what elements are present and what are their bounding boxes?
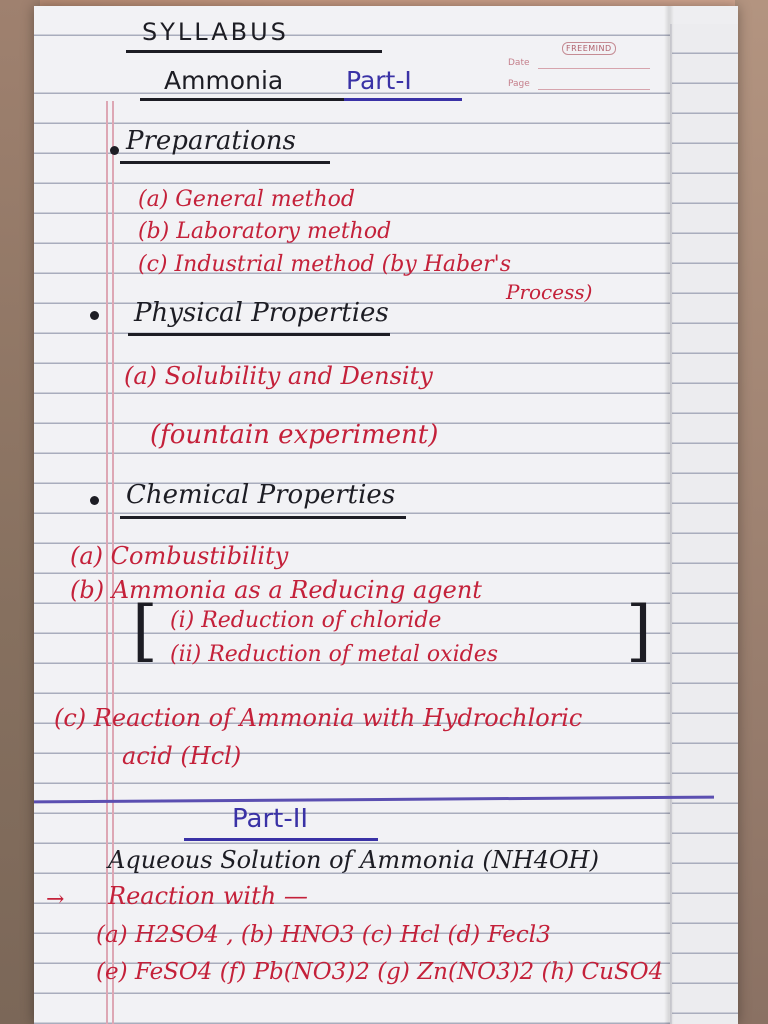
background-right bbox=[735, 0, 768, 1024]
part-underline bbox=[344, 98, 462, 101]
list-item: (b) Laboratory method bbox=[138, 219, 392, 244]
page-title: SYLLABUS bbox=[142, 18, 289, 46]
topic-underline bbox=[140, 98, 352, 101]
next-page-edge bbox=[670, 24, 738, 1024]
title-underline bbox=[126, 50, 382, 53]
list-item: (c) Industrial method (by Haber's bbox=[138, 252, 511, 277]
notebook bbox=[34, 6, 738, 1024]
list-item: (a) General method bbox=[138, 187, 355, 212]
list-item: (i) Reduction of chloride bbox=[170, 608, 442, 633]
section-heading-chemical-properties: Chemical Properties bbox=[126, 480, 396, 510]
close-bracket: ] bbox=[626, 592, 652, 669]
list-item: acid (Hcl) bbox=[122, 742, 242, 770]
part-two-underline bbox=[184, 838, 378, 841]
section-heading-physical-properties: Physical Properties bbox=[134, 298, 389, 328]
reaction-list-line-2: (e) FeSO4 (f) Pb(NO3)2 (g) Zn(NO3)2 (h) CuSO4 bbox=[96, 959, 664, 985]
heading-underline bbox=[120, 161, 330, 164]
open-bracket: [ bbox=[132, 592, 158, 669]
list-item: (a) Combustibility bbox=[70, 542, 289, 570]
date-line bbox=[538, 68, 650, 69]
part-one-label: Part-I bbox=[346, 66, 412, 95]
page-label: Page bbox=[508, 79, 530, 89]
reaction-list-line-1: (a) H2SO4 , (b) HNO3 (c) Hcl (d) Fecl3 bbox=[96, 922, 551, 948]
notebook-brand-logo: FREEMIND bbox=[562, 42, 616, 55]
date-label: Date bbox=[508, 58, 530, 68]
list-item: (a) Solubility and Density bbox=[124, 362, 433, 390]
aqueous-solution-line: Aqueous Solution of Ammonia (NH4OH) bbox=[108, 846, 599, 874]
bullet bbox=[110, 146, 119, 155]
bullet bbox=[90, 311, 99, 320]
reaction-with-line: Reaction with — bbox=[108, 882, 308, 910]
list-item: (ii) Reduction of metal oxides bbox=[170, 642, 499, 667]
part-two-label: Part-II bbox=[232, 804, 309, 834]
bullet bbox=[90, 496, 99, 505]
list-item: (fountain experiment) bbox=[150, 420, 439, 450]
notebook-gutter bbox=[664, 6, 674, 1024]
page-line bbox=[538, 89, 650, 90]
heading-underline bbox=[120, 516, 406, 519]
section-heading-preparations: Preparations bbox=[126, 126, 296, 156]
list-item: (c) Reaction of Ammonia with Hydrochloric bbox=[54, 704, 583, 732]
arrow-icon: → bbox=[46, 887, 65, 912]
topic-title: Ammonia bbox=[164, 66, 284, 95]
heading-underline bbox=[128, 333, 390, 336]
list-item: (b) Ammonia as a Reducing agent bbox=[70, 576, 482, 604]
list-item: Process) bbox=[506, 280, 593, 304]
